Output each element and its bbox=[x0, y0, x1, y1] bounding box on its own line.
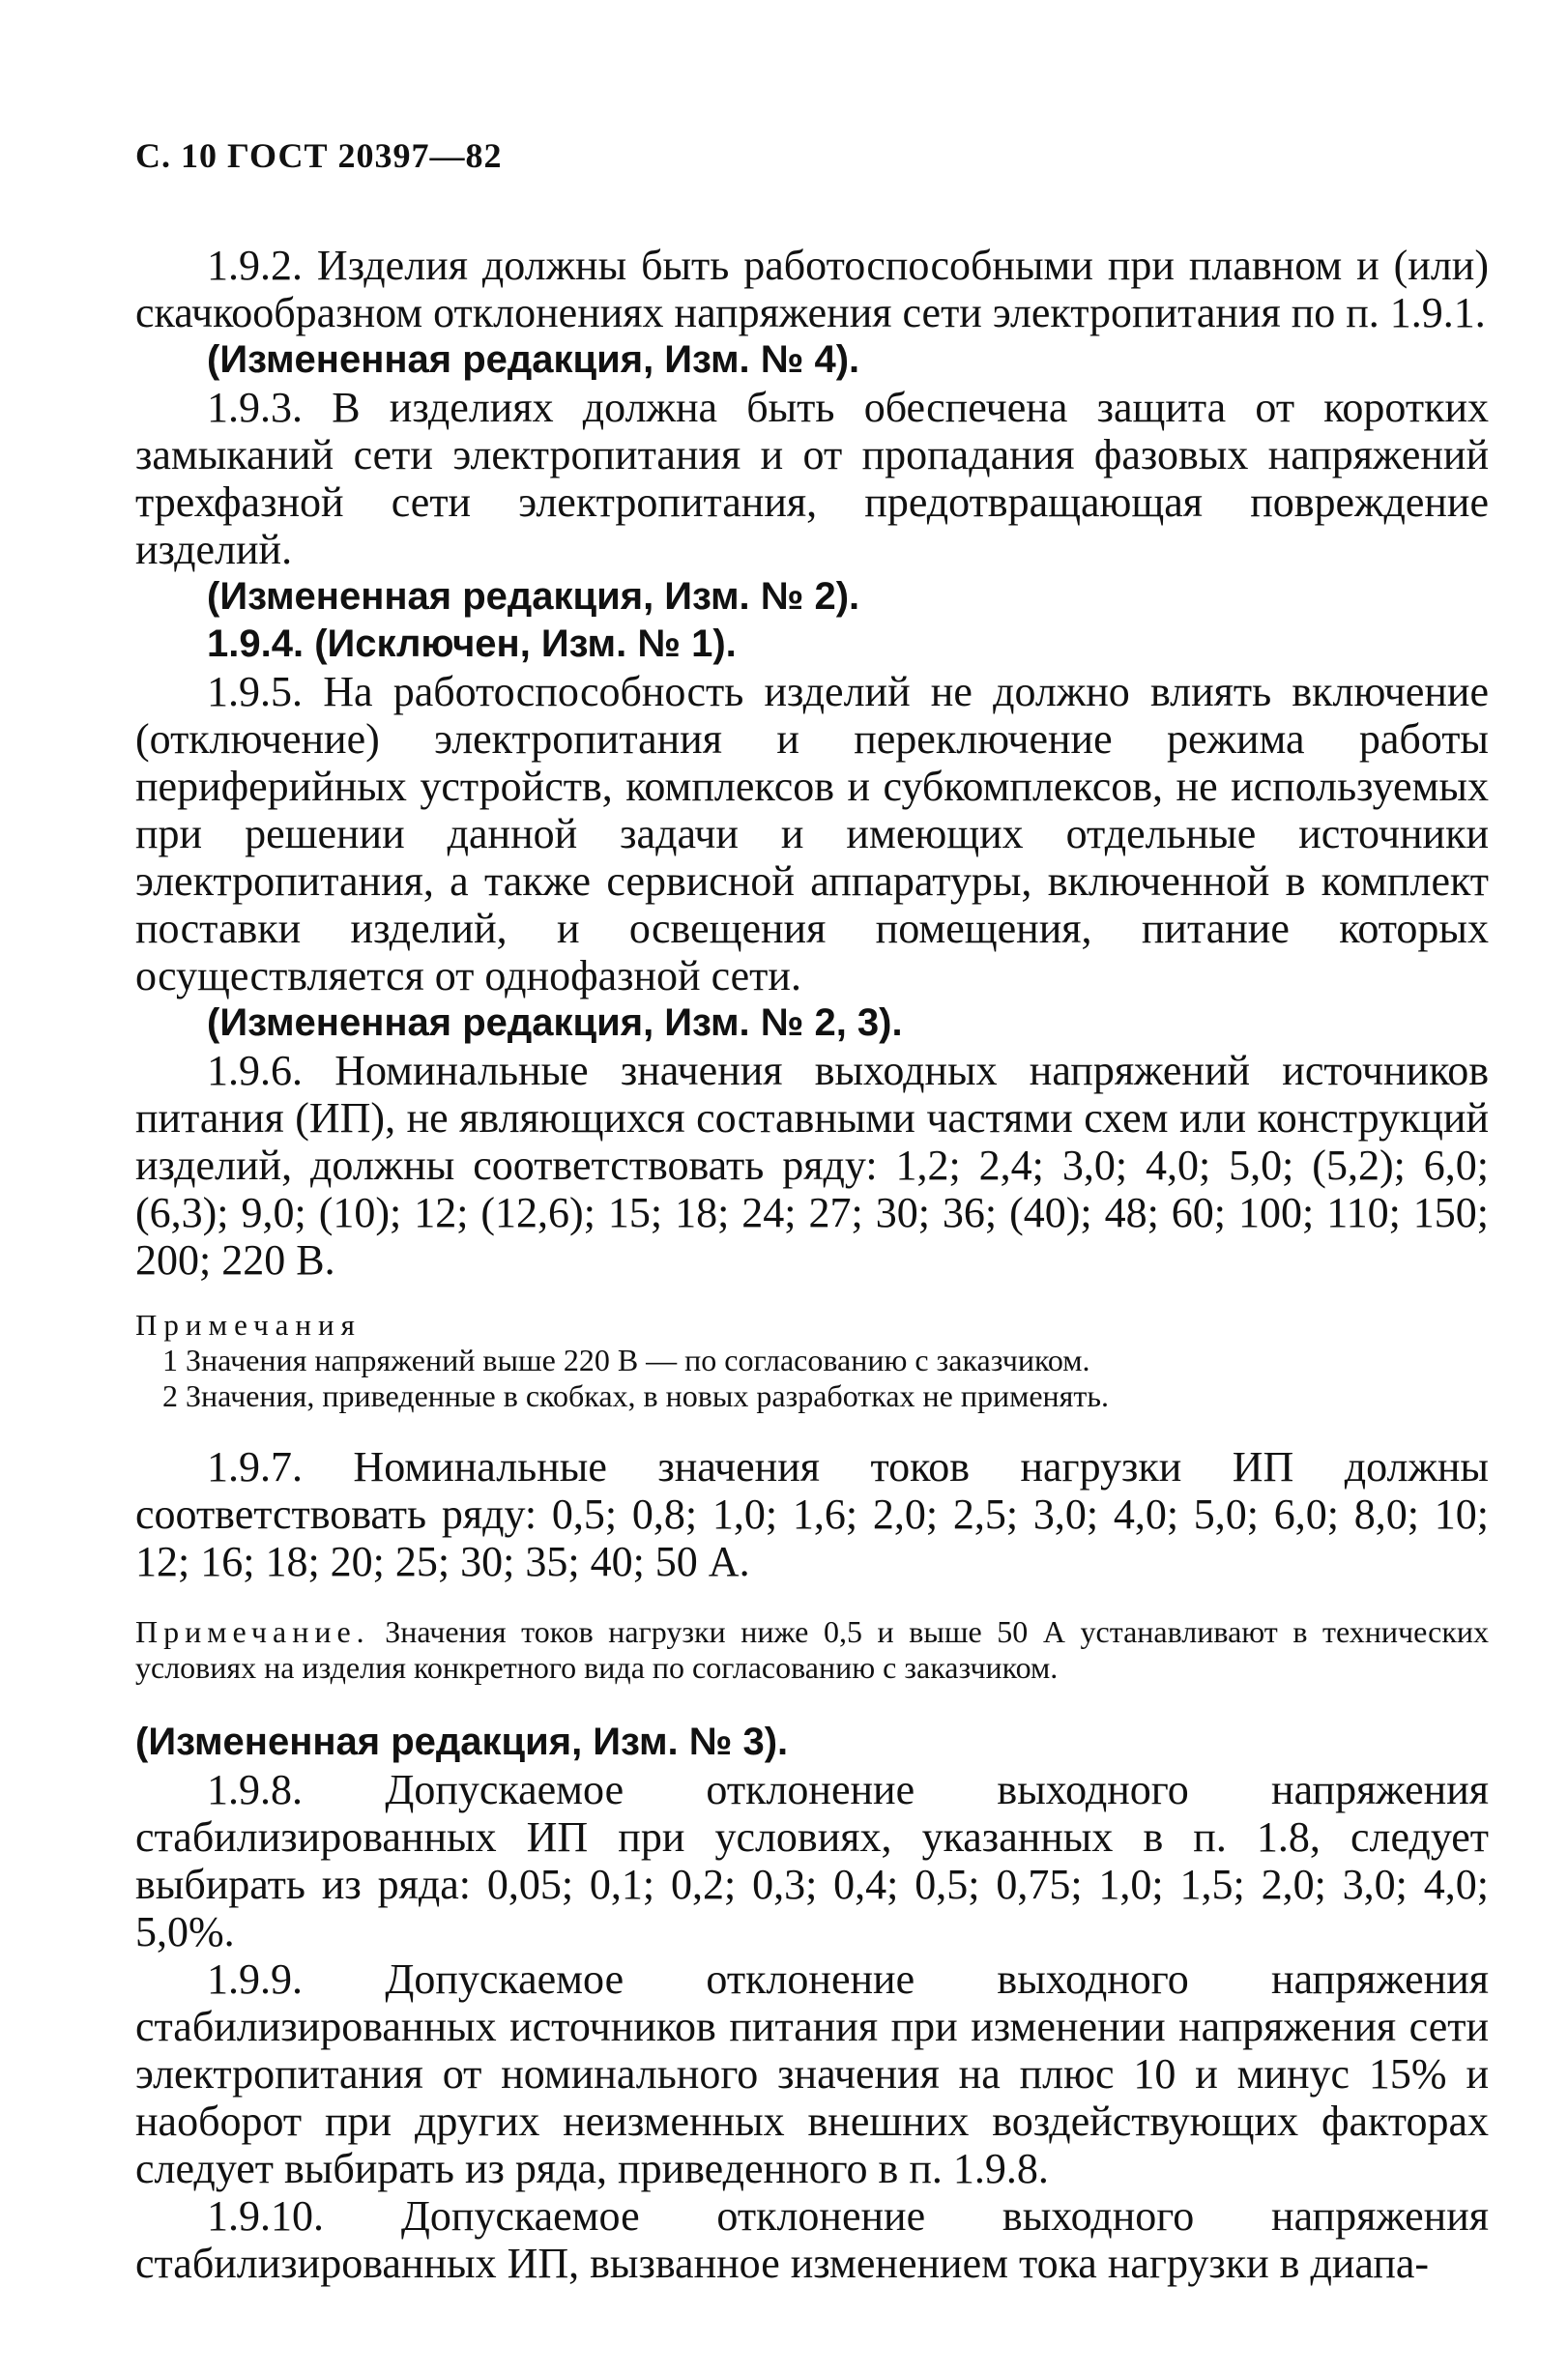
amendment-note: (Измененная редакция, Изм. № 3). bbox=[135, 1721, 789, 1763]
document-body bbox=[135, 242, 1489, 2287]
amendment-note: (Измененная редакция, Изм. № 2, 3). bbox=[207, 1001, 903, 1044]
note-item: 2 Значения, приведенные в скобках, в новых разработках не применять. bbox=[162, 1378, 1109, 1413]
amendment-note: (Измененная редакция, Изм. № 2). bbox=[207, 575, 860, 618]
amendment-note: (Измененная редакция, Изм. № 4). bbox=[207, 338, 860, 381]
note-label: Примечание. bbox=[135, 1614, 370, 1649]
clause-1-9-8: 1.9.8. Допускаемое отклонение выходного напряжения стабилизированных ИП при условиях, указанных в п. 1.8, следует выбирать из ряда: 0,05; 0,1; 0,2; 0,3; 0,4; 0,5; 0,75; 1,0; 1,5; 2,0; 3,0; 4,0; 5,0%. bbox=[135, 1766, 1489, 1955]
clause-1-9-4: 1.9.4. (Исключен, Изм. № 1). bbox=[207, 622, 737, 665]
note-text: Значения токов нагрузки ниже 0,5 и выше 50 А устанавливают в технических условиях на изделия конкретного вида по согласованию с заказчиком. bbox=[135, 1614, 1490, 1685]
clause-1-9-3: 1.9.3. В изделиях должна быть обеспечена защита от коротких замыканий сети электропитания и от пропадания фазовых напряжений трехфазной сети электропитания, предотвращающая повреждение изделий. bbox=[135, 384, 1489, 573]
clause-1-9-10: 1.9.10. Допускаемое отклонение выходного напряжения стабилизированных ИП, вызванное изменением тока нагрузки в диапа- bbox=[135, 2192, 1489, 2287]
clause-1-9-2: 1.9.2. Изделия должны быть работоспособными при плавном и (или) скачкообразном отклонениях напряжения сети электропитания по п. 1.9.1. bbox=[135, 242, 1489, 336]
notes-title: Примечания bbox=[135, 1308, 362, 1342]
clause-1-9-5: 1.9.5. На работоспособность изделий не должно влиять включение (отключение) электропитания и переключение режима работы периферийных устройств, комплексов и субкомплексов, не используемых при решении данной задачи и имеющих отдельные источники электропитания, а также сервисной аппаратуры, включенной в комплект поставки изделий, и освещения помещения, питание которых осуществляется от однофазной сети. bbox=[135, 668, 1489, 999]
page-header: С. 10 ГОСТ 20397—82 bbox=[135, 136, 503, 175]
note-paragraph bbox=[135, 1614, 1489, 1686]
clause-1-9-9: 1.9.9. Допускаемое отклонение выходного напряжения стабилизированных источников питания при изменении напряжения сети электропитания от номинального значения на плюс 10 и минус 15% и наоборот при других неизменных внешних воздействующих факторах следует выбирать из ряда, приведенного в п. 1.9.8. bbox=[135, 1955, 1489, 2192]
note-item: 1 Значения напряжений выше 220 В — по согласованию с заказчиком. bbox=[162, 1343, 1090, 1377]
clause-1-9-6: 1.9.6. Номинальные значения выходных напряжений источников питания (ИП), не являющихся составными частями схем или конструкций изделий, должны соответствовать ряду: 1,2; 2,4; 3,0; 4,0; 5,0; (5,2); 6,0; (6,3); 9,0; (10); 12; (12,6); 15; 18; 24; 27; 30; 36; (40); 48; 60; 100; 110; 150; 200; 220 В. bbox=[135, 1047, 1489, 1284]
clause-1-9-7: 1.9.7. Номинальные значения токов нагрузки ИП должны соответствовать ряду: 0,5; 0,8; 1,0; 1,6; 2,0; 2,5; 3,0; 4,0; 5,0; 6,0; 8,0; 10; 12; 16; 18; 20; 25; 30; 35; 40; 50 А. bbox=[135, 1443, 1489, 1585]
